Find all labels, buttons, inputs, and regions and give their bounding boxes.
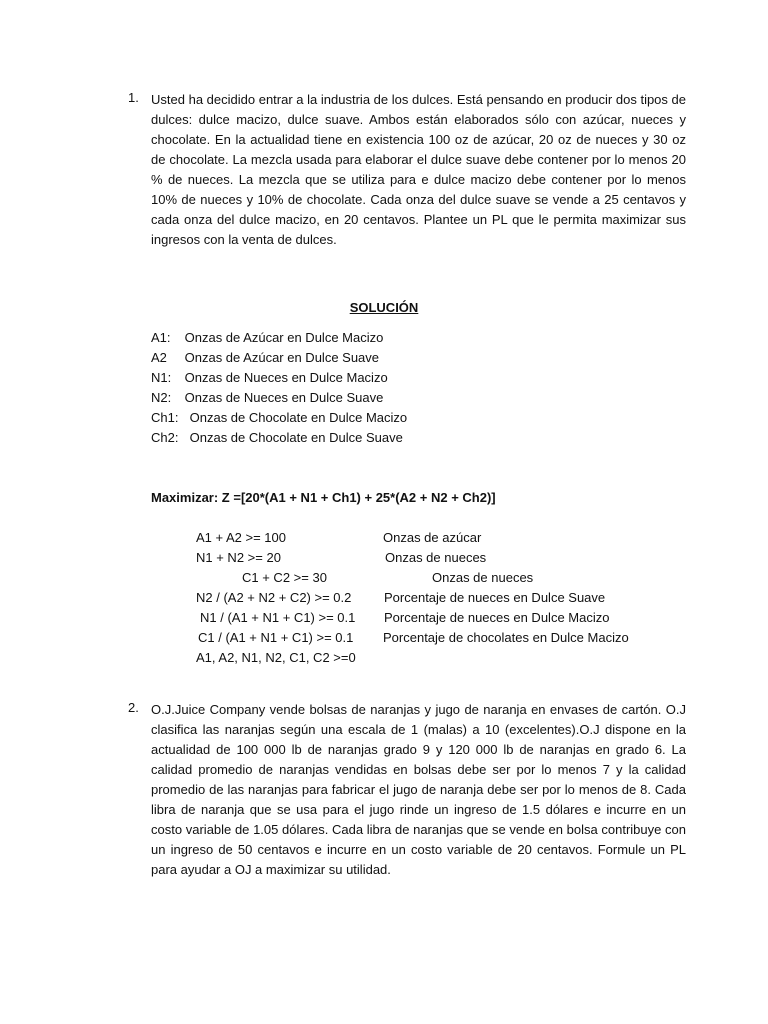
definition-description: Onzas de Azúcar en Dulce Suave (184, 350, 380, 365)
definition-row (151, 428, 407, 448)
definition-row (151, 348, 407, 368)
definition-description: Onzas de Azúcar en Dulce Macizo (184, 330, 384, 345)
problem-2-number: 2. (128, 700, 139, 715)
definition-description: Onzas de Nueces en Dulce Macizo (184, 370, 388, 385)
objective-function: Maximizar: Z =[20*(A1 + N1 + Ch1) + 25*(A2 + N2 + Ch2)] (151, 490, 496, 505)
constraint-label: Onzas de nueces (385, 550, 487, 565)
definition-variable: N2: (151, 390, 172, 405)
constraint-label: Porcentaje de nueces en Dulce Macizo (384, 610, 610, 625)
constraint-expression: C1 / (A1 + N1 + C1) >= 0.1 (198, 630, 354, 645)
definition-description: Onzas de Chocolate en Dulce Macizo (189, 410, 408, 425)
definition-row (151, 388, 407, 408)
variable-definitions (151, 328, 407, 448)
problem-1-text: Usted ha decidido entrar a la industria de los dulces. Está pensando en producir dos tipos de dulces: dulce macizo, dulce suave. Ambos están elaborados sólo con azúcar, nueces y chocolate. En la actualidad tiene en existencia 100 oz de azúcar, 20 oz de nueces y 30 oz de chocolate. La mezcla usada para elaborar el dulce suave debe contener por lo menos 20 % de nueces. La mezcla que se utiliza para e dulce macizo debe contener por lo menos 10% de nueces y 10% de chocolate. Cada onza del dulce suave se vende a 25 centavos y cada onza del dulce macizo, en 20 centavos. Plantee un PL que le permita maximizar sus ingresos con la venta de dulces. (151, 92, 686, 247)
constraint-label: Porcentaje de chocolates en Dulce Macizo (383, 630, 629, 645)
constraint-expression: N1 + N2 >= 20 (196, 550, 281, 565)
solution-title: SOLUCIÓN (349, 300, 419, 315)
problem-1-number: 1. (128, 90, 139, 105)
definition-variable: Ch2: (151, 430, 179, 445)
constraint-expression: N1 / (A1 + N1 + C1) >= 0.1 (200, 610, 356, 625)
constraint-expression: N2 / (A2 + N2 + C2) >= 0.2 (196, 590, 352, 605)
definition-description: Onzas de Chocolate en Dulce Suave (189, 430, 403, 445)
definition-description: Onzas de Nueces en Dulce Suave (184, 390, 384, 405)
constraint-label: Porcentaje de nueces en Dulce Suave (384, 590, 606, 605)
problem-2-text: O.J.Juice Company vende bolsas de naranjas y jugo de naranja en envases de cartón. O.J clasifica las naranjas según una escala de 1 (malas) a 10 (excelentes).O.J dispone en la actualidad de 100 000 lb de naranjas grado 9 y 120 000 lb de naranjas en grado 6. La calidad promedio de naranjas vendidas en bolsas debe ser por lo menos 7 y la calidad promedio de las naranjas para fabricar el jugo de naranja debe ser por lo menos de 8. Cada libra de naranja que se usa para el jugo rinde un ingreso de 1.5 dólares e incurre en un costo variable de 1.05 dólares. Cada libra de naranjas que se vende en bolsa contribuye con un ingreso de 50 centavos e incurre en un costo variable de 20 centavos. Formule un PL para ayudar a OJ a maximizar su utilidad. (151, 702, 686, 877)
definition-variable: N1: (151, 370, 172, 385)
definition-variable: A2 (151, 350, 167, 365)
definition-row (151, 328, 407, 348)
definition-variable: Ch1: (151, 410, 179, 425)
constraint-label: Onzas de nueces (432, 570, 534, 585)
definition-row (151, 368, 407, 388)
constraint-label: Onzas de azúcar (383, 530, 482, 545)
constraint-expression: A1 + A2 >= 100 (196, 530, 286, 545)
definition-row (151, 408, 407, 428)
constraint-expression: C1 + C2 >= 30 (242, 570, 327, 585)
constraint-expression: A1, A2, N1, N2, C1, C2 >=0 (196, 650, 356, 665)
definition-variable: A1: (151, 330, 171, 345)
